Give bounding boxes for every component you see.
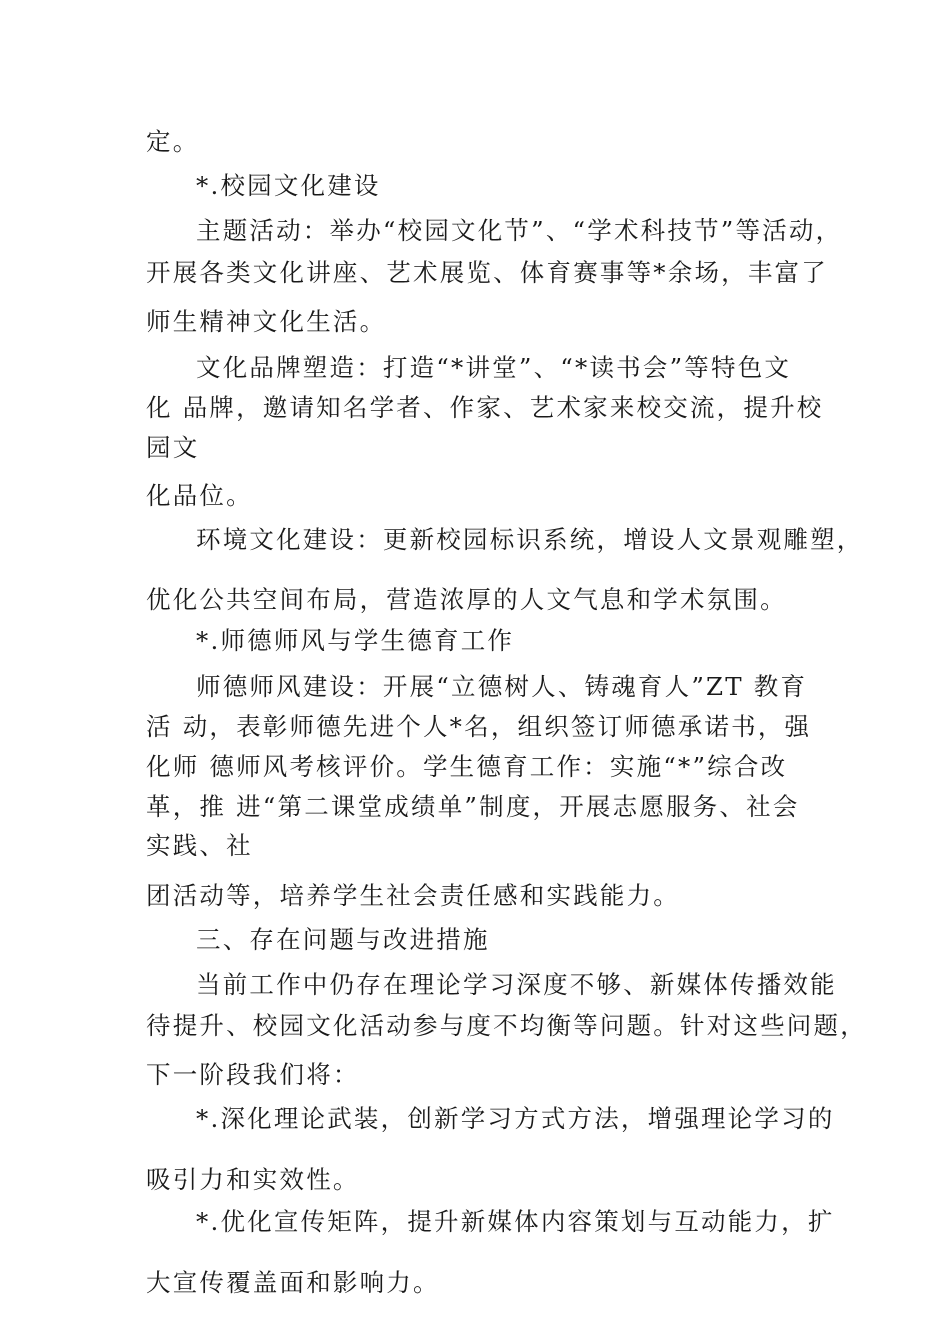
text-line: 主题活动：举办“校园文化节”、“学术科技节”等活动， [196, 216, 843, 245]
text-line: 师德师风建设：开展“立德树人、铸魂育人”ZT 教育 [196, 672, 808, 701]
section-heading: *.师德师风与学生德育工作 [196, 626, 515, 655]
text-line: 团活动等，培养学生社会责任感和实践能力。 [146, 881, 680, 910]
text-line: 实践、社 [146, 831, 253, 860]
text-line: 大宣传覆盖面和影响力。 [146, 1268, 440, 1297]
text-line: 园文 [146, 433, 200, 462]
text-line: 环境文化建设：更新校园标识系统，增设人文景观雕塑， [196, 525, 864, 554]
text-line: 化师 德师风考核评价。学生德育工作：实施“*”综合改 [146, 752, 788, 781]
text-line: 下一阶段我们将： [146, 1060, 360, 1089]
text-line: 开展各类文化讲座、艺术展览、体育赛事等*余场，丰富了 [146, 258, 828, 287]
text-line: 待提升、校园文化活动参与度不均衡等问题。针对这些问题， [146, 1011, 867, 1040]
text-line: 师生精神文化生活。 [146, 307, 387, 336]
text-line: 优化公共空间布局，营造浓厚的人文气息和学术氛围。 [146, 585, 787, 614]
text-line: 文化品牌塑造：打造“*讲堂”、“*读书会”等特色文 [196, 353, 792, 382]
text-line: 化品位。 [146, 481, 253, 510]
text-line: 当前工作中仍存在理论学习深度不够、新媒体传播效能 [196, 970, 837, 999]
text-line: 吸引力和实效性。 [146, 1165, 360, 1194]
text-line: 活 动，表彰师德先进个人*名，组织签订师德承诺书，强 [146, 712, 812, 741]
section-heading: *.校园文化建设 [196, 171, 381, 200]
text-line: *.优化宣传矩阵，提升新媒体内容策划与互动能力，扩 [196, 1207, 835, 1236]
text-line: 革，推 进“第二课堂成绩单”制度，开展志愿服务、社会 [146, 792, 800, 821]
text-line: 化 品牌，邀请知名学者、作家、艺术家来校交流，提升校 [146, 393, 824, 422]
section-heading: 三、存在问题与改进措施 [196, 925, 490, 954]
text-line: 定。 [146, 127, 200, 156]
text-line: *.深化理论武装，创新学习方式方法，增强理论学习的 [196, 1104, 835, 1133]
